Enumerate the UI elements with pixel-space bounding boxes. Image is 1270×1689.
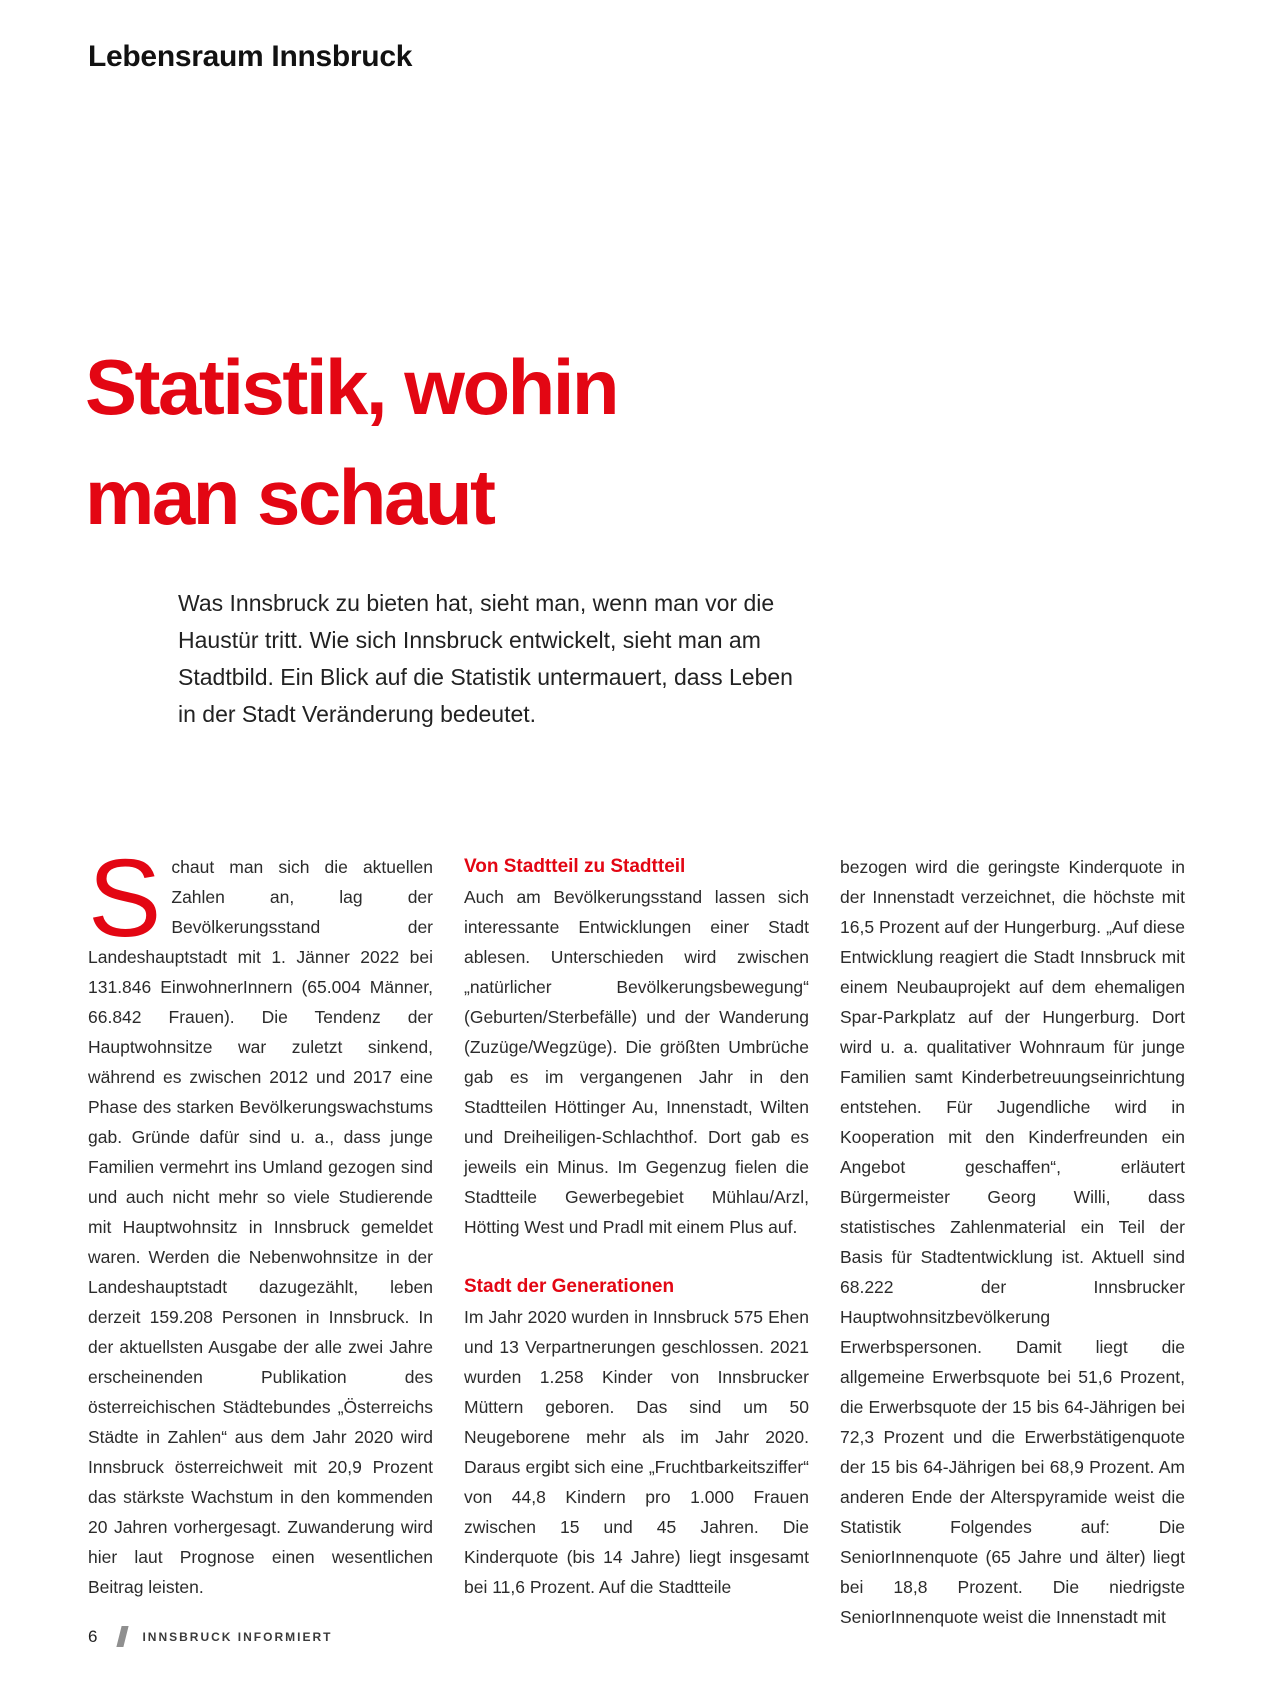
magazine-name: INNSBRUCK INFORMIERT (142, 1629, 333, 1644)
article-title-line1: Statistik, wohin (85, 343, 618, 431)
article-title-line2: man schaut (85, 453, 494, 541)
paragraph-population (88, 837, 433, 1602)
paragraph-quoten: bezogen wird die geringste Kinderquote in der Innenstadt verzeichnet, die höchste mit 16,5 Prozent auf der Hungerburg. „Auf diese Entwicklung reagiert die Stadt Innsbruck mit einem Neubauprojekt auf dem ehemaligen Spar-Parkplatz auf der Hungerburg. Dort wird u. a. qualitativer Wohnraum für junge Familien samt Kinderbetreuungseinrichtung entstehen. Für Jugendliche wird in Kooperation mit den Kinderfreunden ein Angebot geschaffen“, erläutert Bürgermeister Georg Willi, dass statistisches Zahlenmaterial ein Teil der Basis für Stadtentwicklung ist. Aktuell sind 68.222 der Innsbrucker Hauptwohnsitzbevölkerung Erwerbspersonen. Damit liegt die allgemeine Erwerbsquote bei 51,6 Prozent, die Erwerbsquote der 15 bis 64-Jährigen bei 72,3 Prozent und die Erwerbstätigenquote der 15 bis 64-Jährigen bei 68,9 Prozent. Am anderen Ende der Alterspyramide weist die Statistik Folgendes auf: Die SeniorInnenquote (65 Jahre und älter) liegt bei 18,8 Prozent. Die niedrigste SeniorInnenquote weist die Innenstadt mit (840, 857, 1185, 1627)
paragraph-stadtteil: Auch am Bevölkerungsstand lassen sich interessante Entwicklungen einer Stadt ablesen. Unterschieden wird zwischen „natürlicher Bevölkerungsbewegung“ (Geburten/Sterbefälle) und der Wanderung (Zuzüge/Wegzüge). Die größten Umbrüche gab es im vergangenen Jahr in den Stadtteilen Höttinger Au, Innenstadt, Wilten und Dreiheiligen-Schlachthof. Dort gab es jeweils ein Minus. Im Gegenzug fielen die Stadtteile Gewerbegebiet Mühlau/Arzl, Hötting West und Pradl mit einem Plus auf. (464, 887, 809, 1237)
paragraph-population-text: chaut man sich die aktuellen Zahlen an, lag der Bevölkerungsstand der Landeshauptstadt mit 1. Jänner 2022 bei 131.846 EinwohnerInnern (65.004 Männer, 66.842 Frauen). Die Tendenz der Hauptwohnsitze war zuletzt sinkend, während es zwischen 2012 und 2017 eine Phase des starken Bevölkerungswachstums gab. Gründe dafür sind u. a., dass junge Familien vermehrt ins Umland gezogen sind und auch nicht mehr so viele Studierende mit Hauptwohnsitz in Innsbruck gemeldet waren. Werden die Nebenwohnsitze in der Landeshauptstadt dazugezählt, leben derzeit 159.208 Personen in Innsbruck. In der aktuellsten Ausgabe der alle zwei Jahre erscheinenden Publikation des österreichischen Städtebundes „Österreichs Städte in Zahlen“ aus dem Jahr 2020 wird Innsbruck österreichweit mit 20,9 Prozent das stärkste Wachstum in den kommenden 20 Jahren vorhergesagt. Zuwanderung wird hier laut Prognose einen wesentlichen Beitrag leisten. (88, 857, 433, 1597)
subheading-stadtteil: Von Stadtteil zu Stadtteil (464, 856, 686, 877)
article-body (88, 837, 1186, 1632)
paragraph-generationen: Im Jahr 2020 wurden in Innsbruck 575 Ehen und 13 Verpartnerungen geschlossen. 2021 wurden 1.258 Kinder von Innsbrucker Müttern geboren. Das sind um 50 Neugeborene mehr als im Jahr 2020. Daraus ergibt sich eine „Fruchtbarkeitsziffer“ von 44,8 Kindern pro 1.000 Frauen zwischen 15 und 45 Jahren. Die Kinderquote (bis 14 Jahre) liegt insgesamt bei 11,6 Prozent. Auf die Stadtteile (464, 1307, 809, 1597)
subheading-generationen: Stadt der Generationen (464, 1276, 675, 1297)
page-number: 6 (88, 1626, 98, 1646)
page-footer (88, 1626, 332, 1647)
section-kicker: Lebensraum Innsbruck (88, 40, 413, 73)
dropcap-letter: S (88, 837, 162, 960)
body-column-1 (88, 837, 433, 1632)
body-column-3 (840, 852, 1185, 1632)
article-lede: Was Innsbruck zu bieten hat, sieht man, wenn man vor die Haustür tritt. Wie sich Innsbruck entwickelt, sieht man am Stadtbild. Ein Blick auf die Statistik untermauert, dass Leben in der Stadt Veränderung bedeutet. (178, 590, 793, 727)
article-title (85, 332, 617, 552)
body-column-2 (464, 852, 809, 1632)
slash-icon (117, 1626, 129, 1647)
